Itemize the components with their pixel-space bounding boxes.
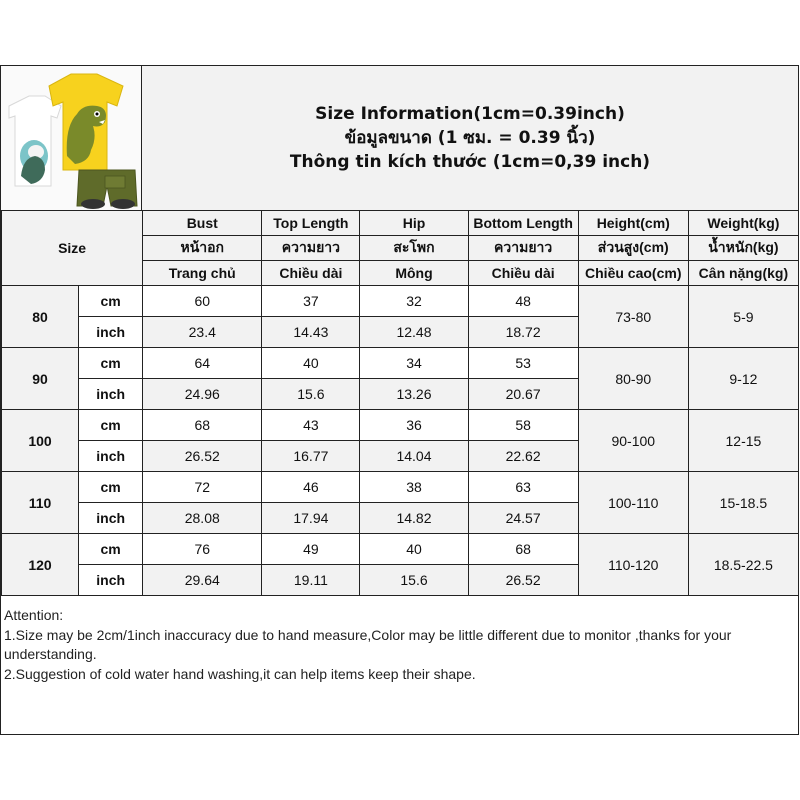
column-header: หน้าอก: [143, 236, 262, 261]
column-header: Mông: [360, 261, 468, 286]
column-header: Top Length: [262, 211, 360, 236]
unit-label: cm: [79, 534, 143, 565]
table-row: [2, 348, 799, 379]
weight-range-cell: 15-18.5: [688, 472, 798, 534]
measurement-cell: 13.26: [360, 379, 468, 410]
attention-notes: [4, 606, 794, 684]
measurement-cell: 14.43: [262, 317, 360, 348]
title-english: Size Information(1cm=0.39inch): [315, 104, 625, 124]
measurement-cell: 38: [360, 472, 468, 503]
measurement-cell: 14.04: [360, 441, 468, 472]
size-column-header: Size: [2, 211, 143, 286]
measurement-cell: 12.48: [360, 317, 468, 348]
measurement-cell: 68: [468, 534, 578, 565]
product-photo: [1, 66, 142, 210]
column-header: Cân nặng(kg): [688, 261, 798, 286]
size-label: 80: [2, 286, 79, 348]
unit-label: inch: [79, 565, 143, 596]
unit-label: cm: [79, 348, 143, 379]
height-range-cell: 110-120: [578, 534, 688, 596]
size-label: 100: [2, 410, 79, 472]
weight-range-cell: 12-15: [688, 410, 798, 472]
measurement-cell: 43: [262, 410, 360, 441]
measurement-cell: 36: [360, 410, 468, 441]
measurement-cell: 40: [360, 534, 468, 565]
measurement-cell: 28.08: [143, 503, 262, 534]
measurement-cell: 16.77: [262, 441, 360, 472]
measurement-cell: 26.52: [468, 565, 578, 596]
column-header: Chiều cao(cm): [578, 261, 688, 286]
measurement-cell: 29.64: [143, 565, 262, 596]
title-thai: ข้อมูลขนาด (1 ซม. = 0.39 นิ้ว): [344, 128, 596, 148]
size-table: [1, 210, 799, 596]
column-header: Chiều dài: [468, 261, 578, 286]
column-header: Chiều dài: [262, 261, 360, 286]
unit-label: cm: [79, 410, 143, 441]
column-header: Height(cm): [578, 211, 688, 236]
weight-range-cell: 18.5-22.5: [688, 534, 798, 596]
unit-label: inch: [79, 317, 143, 348]
measurement-cell: 20.67: [468, 379, 578, 410]
measurement-cell: 26.52: [143, 441, 262, 472]
column-header: ส่วนสูง(cm): [578, 236, 688, 261]
column-header: น้ำหนัก(kg): [688, 236, 798, 261]
column-header: สะโพก: [360, 236, 468, 261]
unit-label: inch: [79, 441, 143, 472]
measurement-cell: 64: [143, 348, 262, 379]
measurement-cell: 23.4: [143, 317, 262, 348]
measurement-cell: 58: [468, 410, 578, 441]
measurement-cell: 68: [143, 410, 262, 441]
measurement-cell: 48: [468, 286, 578, 317]
measurement-cell: 15.6: [360, 565, 468, 596]
measurement-cell: 24.57: [468, 503, 578, 534]
column-header: ความยาว: [262, 236, 360, 261]
column-header: ความยาว: [468, 236, 578, 261]
chart-title: [142, 66, 798, 210]
height-range-cell: 90-100: [578, 410, 688, 472]
column-header: Hip: [360, 211, 468, 236]
size-label: 110: [2, 472, 79, 534]
measurement-cell: 15.6: [262, 379, 360, 410]
unit-label: inch: [79, 503, 143, 534]
dinosaur-outfit-icon: [1, 66, 141, 210]
size-label: 90: [2, 348, 79, 410]
measurement-cell: 22.62: [468, 441, 578, 472]
column-header: Trang chủ: [143, 261, 262, 286]
size-rows: [2, 286, 799, 596]
measurement-cell: 37: [262, 286, 360, 317]
notes-line: 2.Suggestion of cold water hand washing,it can help items keep their shape.: [4, 665, 476, 682]
measurement-cell: 18.72: [468, 317, 578, 348]
header-row-english: [2, 211, 799, 236]
measurement-cell: 53: [468, 348, 578, 379]
unit-label: cm: [79, 472, 143, 503]
size-label: 120: [2, 534, 79, 596]
notes-line: 1.Size may be 2cm/1inch inaccuracy due to hand measure,Color may be little different due to monitor ,thanks for your: [4, 626, 732, 643]
measurement-cell: 14.82: [360, 503, 468, 534]
measurement-cell: 40: [262, 348, 360, 379]
measurement-cell: 72: [143, 472, 262, 503]
size-chart: [0, 65, 799, 735]
height-range-cell: 80-90: [578, 348, 688, 410]
table-row: [2, 472, 799, 503]
notes-heading: Attention:: [4, 607, 64, 623]
title-vietnamese: Thông tin kích thước (1cm=0,39 inch): [289, 152, 651, 172]
measurement-cell: 76: [143, 534, 262, 565]
measurement-cell: 17.94: [262, 503, 360, 534]
notes-line: understanding.: [4, 646, 97, 662]
height-range-cell: 73-80: [578, 286, 688, 348]
height-range-cell: 100-110: [578, 472, 688, 534]
column-header: Bottom Length: [468, 211, 578, 236]
unit-label: inch: [79, 379, 143, 410]
weight-range-cell: 9-12: [688, 348, 798, 410]
measurement-cell: 24.96: [143, 379, 262, 410]
measurement-cell: 49: [262, 534, 360, 565]
measurement-cell: 32: [360, 286, 468, 317]
measurement-cell: 19.11: [262, 565, 360, 596]
table-row: [2, 286, 799, 317]
measurement-cell: 60: [143, 286, 262, 317]
unit-label: cm: [79, 286, 143, 317]
table-row: [2, 410, 799, 441]
chart-header: [1, 66, 798, 211]
column-header: Bust: [143, 211, 262, 236]
measurement-cell: 63: [468, 472, 578, 503]
measurement-cell: 46: [262, 472, 360, 503]
measurement-cell: 34: [360, 348, 468, 379]
column-header: Weight(kg): [688, 211, 798, 236]
weight-range-cell: 5-9: [688, 286, 798, 348]
table-row: [2, 534, 799, 565]
